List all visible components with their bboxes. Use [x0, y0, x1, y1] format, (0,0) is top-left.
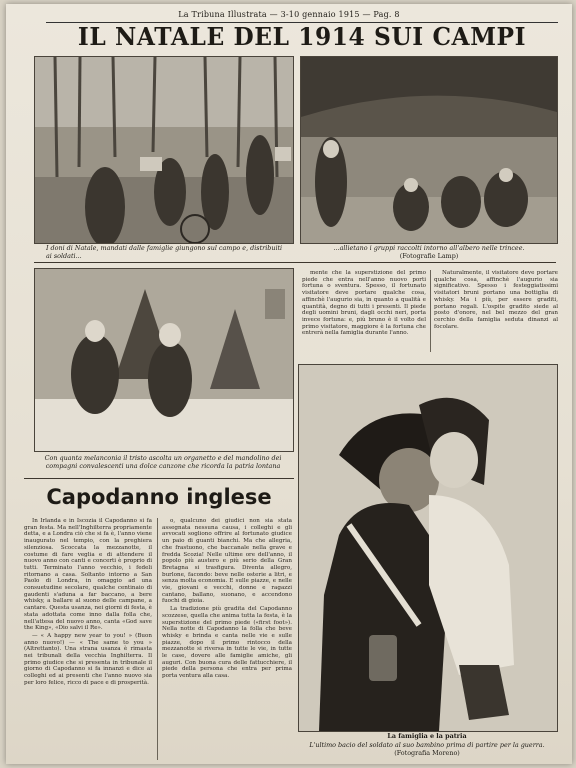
paragraph: — « A happy new year to you! » (Buon anno nuovo!) — « The same to you » (Altrettanto). Una strana usanza è rimasta nei tribunali della vecchia Inghilterra. Il primo giudice che si presenta in tribunale il giorno di Capodanno si fa innanzi e dice ai colleghi ed ai presenti che l'anno nuovo sia per loro felice, ricco di pace e di prosperità. [24, 632, 152, 686]
caption-big-right-text: L'ultimo bacio del soldato al suo bambino prima di partire per la guerra. [309, 741, 545, 749]
photo-soldier-family-image [299, 365, 557, 731]
photo-gift-distribution-image [35, 57, 293, 243]
caption-top-right-text: ...allietano i gruppi raccolti intorno all'albero nelle trincee. [333, 244, 525, 252]
page-headline: IL NATALE DEL 1914 SUI CAMPI [77, 22, 527, 51]
running-head-text: La Tribuna Illustrata — 3-10 gennaio 1915 — Pag. 8 [178, 10, 400, 19]
caption-top-left: I doni di Natale, mandati dalle famiglie giungono sul campo e, distribuiti ai soldati... [46, 244, 283, 260]
photo-trench-tree-image [301, 57, 557, 243]
caption-big-right-credit: (Fotografia Moreno) [394, 749, 460, 757]
newspaper-page [6, 4, 572, 764]
divider-top [34, 262, 556, 263]
paragraph: mente che la superstizione del primo piede che entra nell'anno nuovo porti fortuna o sventura. Spesso, il fortunato visitatore deve portare qualche cosa, affinchè l'augurio sia, in quanto a qualità e quantità, degno di tutti i presenti. Il piede degli uomini bruni, dagli occhi neri, porta invece fortuna: e, più bruno è il volto del primo visitatore, maggiore è la fortuna che entrerà nella famiglia durante l'anno. [302, 270, 426, 337]
photo-soldier-family [298, 364, 558, 732]
caption-big-right [302, 741, 552, 757]
paragraph: Naturalmente, il visitatore deve portare qualche cosa, affinchè l'augurio sia significativo. Spesso i festeggiatissimi visitatori bruni portano una bottiglia di whisky. Ma i più, per essere graditi, portano regali. L'ospite gradito siede al posto d'onore, nel bel mezzo del gran cerchio della famiglia seduta dinanzi al focolare. [434, 270, 558, 330]
text-column-mid-b [434, 270, 558, 352]
photo-trench-tree [300, 56, 558, 244]
text-column-mid-a [302, 270, 426, 352]
caption-top-right [306, 244, 552, 260]
text-column-right [162, 518, 292, 760]
text-column-left [24, 518, 152, 760]
photo-hospital-ward-image [35, 269, 293, 451]
running-head [6, 10, 572, 19]
paragraph: La tradizione più gradita del Capodanno scozzese, quella che anima tutta la festa, è la superstizione del primo piede («first foot»). Nella notte di Capodanno la folla che beve whisky e brinda e canta nelle vie e sulle piazze, dopo il primo rintocco della mezzanotte si riversa in tutte le vie, in tutte le case, dovere alle famiglie amiche, gli auguri. Con buona cura delle fattucchiere, il piede della persona che entra per prima porta ventura alla casa. [162, 606, 292, 680]
column-rule [430, 270, 431, 352]
caption-middle-left: Con quanta melanconia il tristo ascolta un organetto e del mandolino dei compagni convalescenti una dolce canzone che ricorda la patria lontana [44, 454, 282, 470]
photo-gift-distribution [34, 56, 294, 244]
paragraph: o, qualcuno dei giudici non sia stata assegnata nessuna causa, i colleghi e gli avvocati sogliono offrire al fortunato giudice un paio di guanti bianchi. Ma che allegria, che frastuono, che baccanale nella grave e fredda Scozia! Nelle ultime ore dell'anno, il popolo più austero e più serio della Gran Bretagna si trasfigura. Diventa allegro, burlone, facondo: beve nelle osterie a litri, e senza molta economia. E sulle piazze, e nelle vie, giovani e vecchi, donne e ragazzi cantano, ballano, suonano, e accendono fuochi di gioia. [162, 518, 292, 605]
column-rule [157, 518, 158, 760]
caption-top-right-credit: (Fotografie Lamp) [399, 252, 459, 260]
caption-big-right-title: La famiglia e la patria [387, 732, 467, 740]
divider-section [24, 478, 294, 479]
section-title: Capodanno inglese [46, 485, 272, 509]
photo-hospital-ward [34, 268, 294, 452]
paragraph: In Irlanda e in Iscozia il Capodanno si fa gran festa. Ma nell'Inghilterra propriamente detta, e a Londra ciò che si fa è, l'anno viene inaugurato nel tempio, con la preghiera silenziosa. Scoccata la mezzanotte, il costume di fare veglia e di attendere il nuovo anno con canti e concerti è proprio di tutti. Terminato l'anno vecchio, i fedeli ritornano a casa. Soltanto intorno a San Paolo di Londra, in omaggio ad una consuetudine secolare, qualche centinaio di gaudenti s'aduna a far baccano, a bere whisky, a ballare al suono delle campane, a cantare. Questa usanza, nei giorni di festa, è stata adottata come inno dalla folla che, nell'attesa del nuovo anno, canta «God save the King», «Dio salvi il Re». [24, 518, 152, 632]
